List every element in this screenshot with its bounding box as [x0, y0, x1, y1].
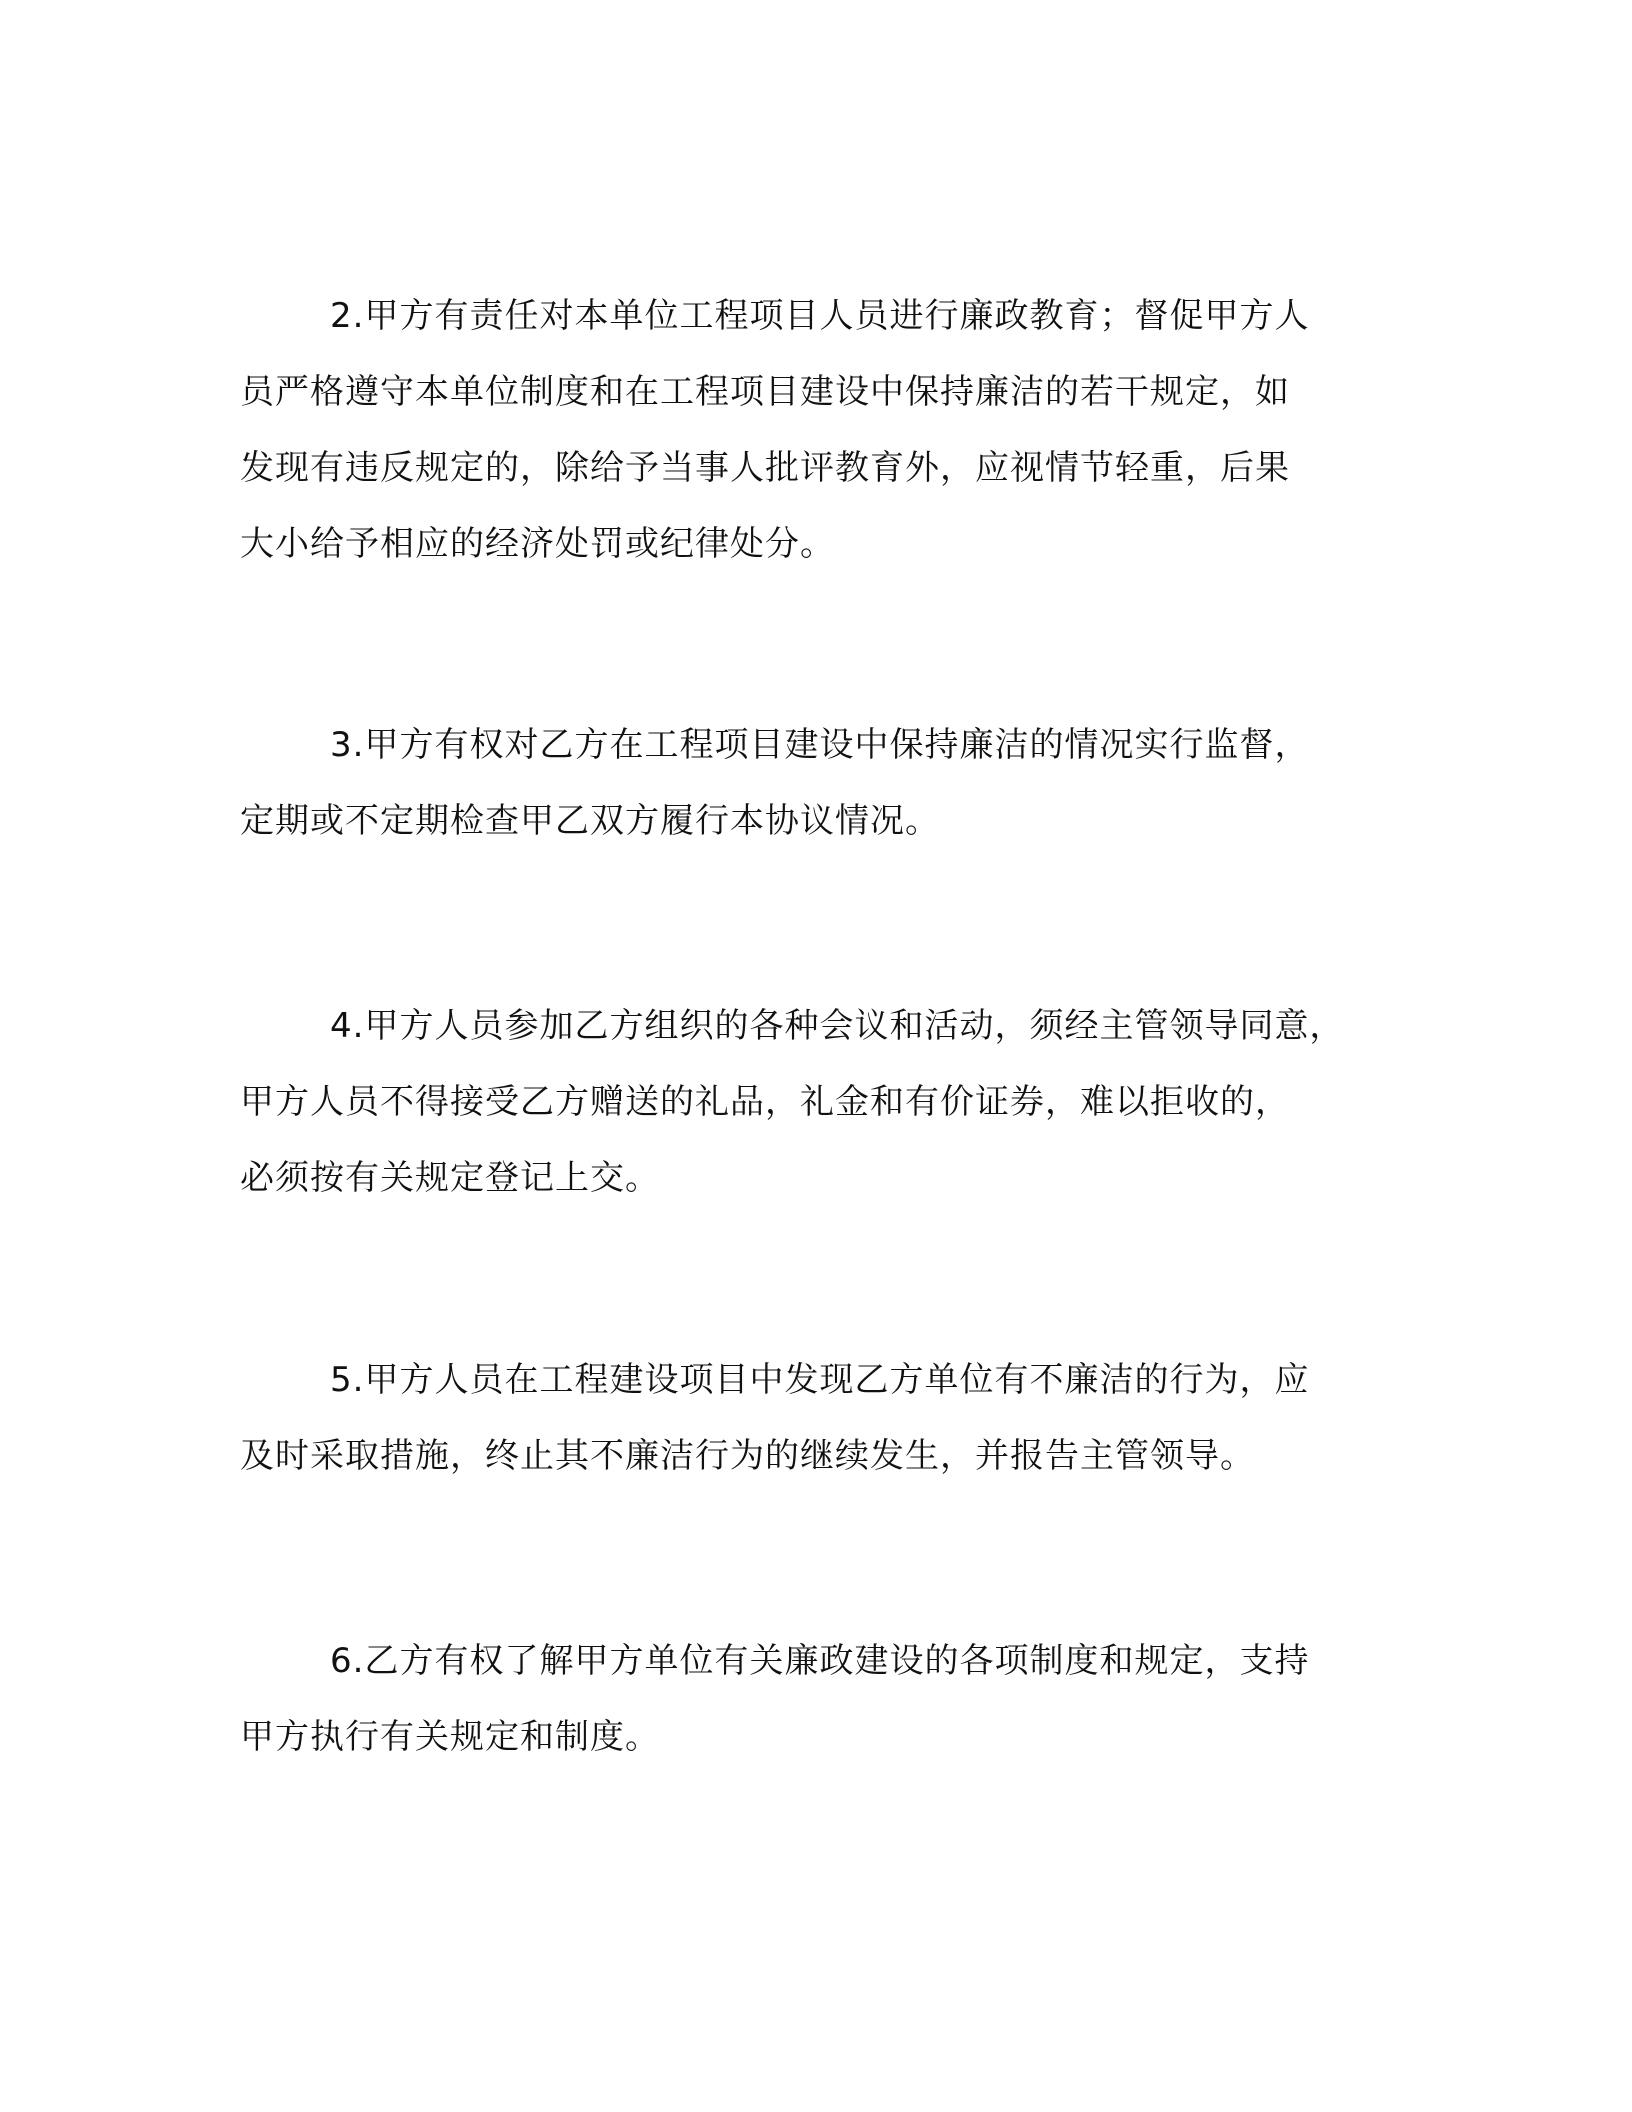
paragraph-line: 定期或不定期检查甲乙双方履行本协议情况。 — [240, 801, 940, 841]
paragraph-line: 甲方执行有关规定和制度。 — [240, 1717, 660, 1757]
clause-6-paragraph — [240, 1623, 1400, 1775]
paragraph-line: 大小给予相应的经济处罚或纪律处分。 — [240, 524, 835, 564]
paragraph-line: 2.甲方有责任对本单位工程项目人员进行廉政教育；督促甲方人 — [330, 296, 1310, 336]
clause-3-paragraph — [240, 707, 1400, 859]
paragraph-line: 5.甲方人员在工程建设项目中发现乙方单位有不廉洁的行为，应 — [330, 1360, 1310, 1400]
paragraph-line: 员严格遵守本单位制度和在工程项目建设中保持廉洁的若干规定，如 — [240, 372, 1290, 412]
paragraph-line: 必须按有关规定登记上交。 — [240, 1158, 660, 1198]
paragraph-line: 6.乙方有权了解甲方单位有关廉政建设的各项制度和规定，支持 — [330, 1641, 1310, 1681]
paragraph-line: 发现有违反规定的，除给予当事人批评教育外，应视情节轻重，后果 — [240, 448, 1290, 488]
paragraph-line: 3.甲方有权对乙方在工程项目建设中保持廉洁的情况实行监督， — [330, 725, 1310, 765]
paragraph-line: 及时采取措施，终止其不廉洁行为的继续发生，并报告主管领导。 — [240, 1436, 1255, 1476]
paragraph-line: 4.甲方人员参加乙方组织的各种会议和活动，须经主管领导同意， — [330, 1006, 1345, 1046]
clause-2-paragraph — [240, 278, 1400, 582]
clause-4-paragraph — [240, 988, 1400, 1216]
paragraph-line: 甲方人员不得接受乙方赠送的礼品，礼金和有价证券，难以拒收的， — [240, 1082, 1290, 1122]
clause-5-paragraph — [240, 1342, 1400, 1494]
